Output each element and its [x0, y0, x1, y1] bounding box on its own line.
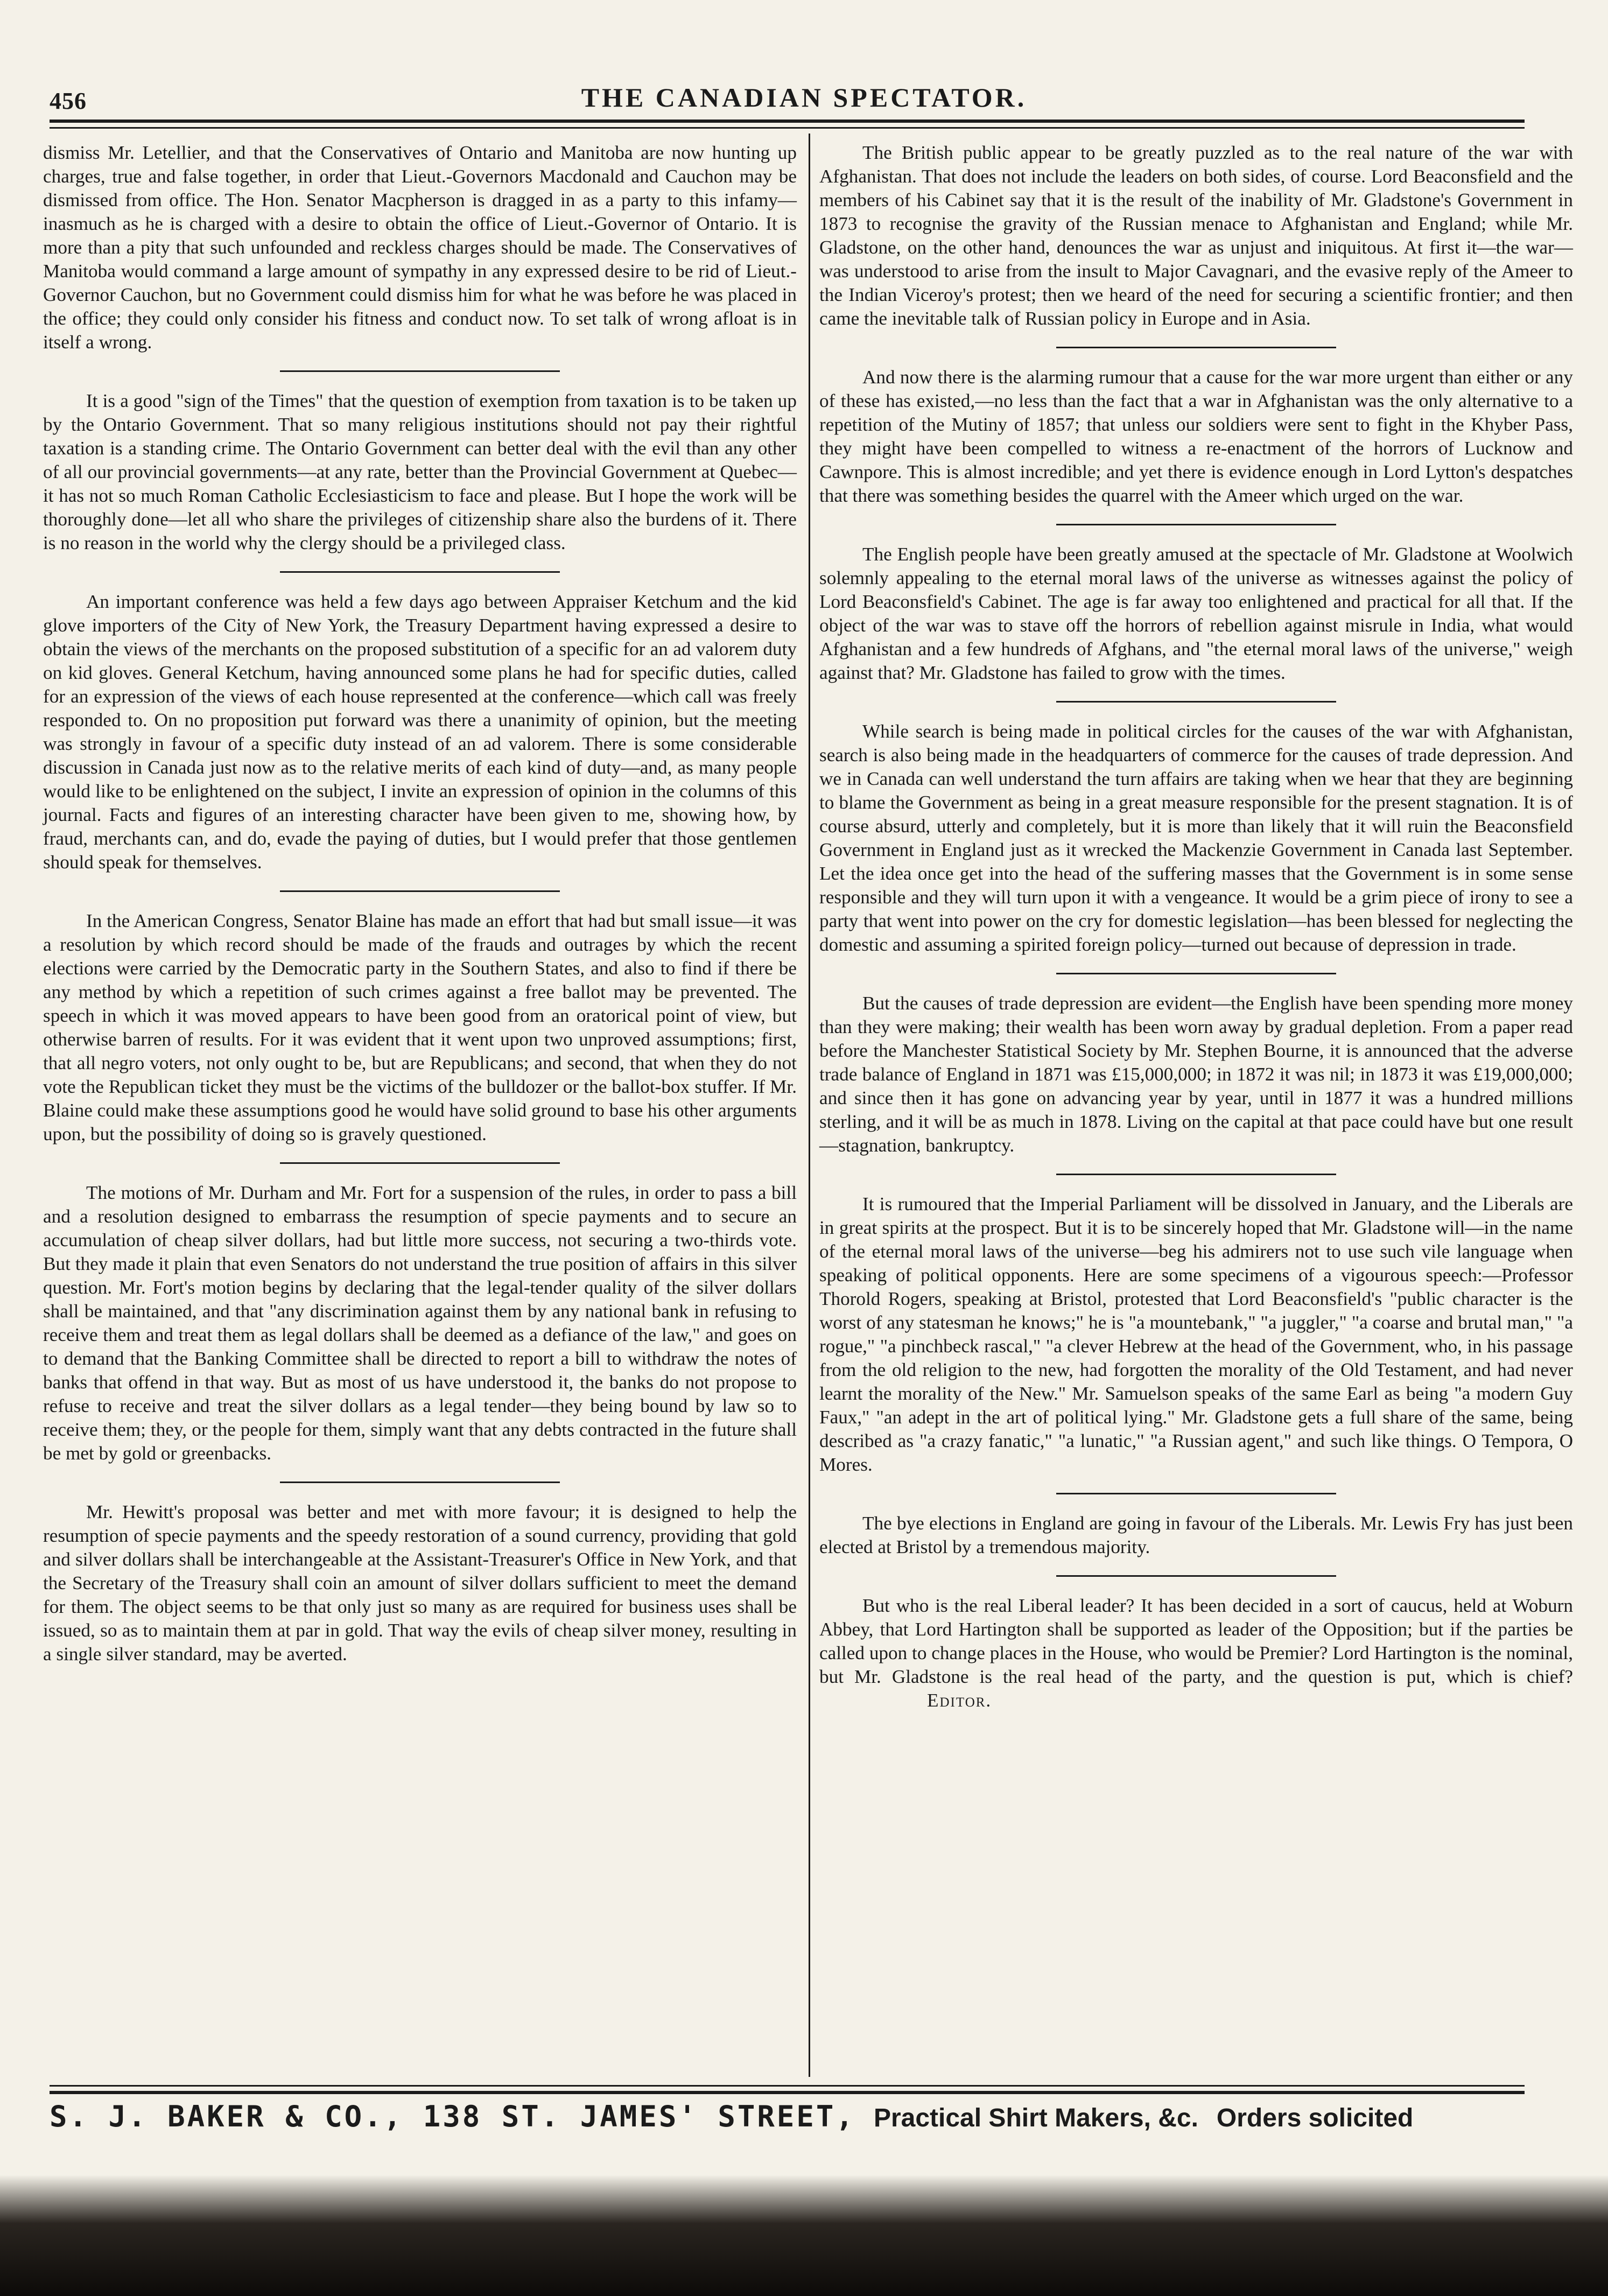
paragraph — [819, 1594, 1573, 1712]
paragraph: Mr. Hewitt's proposal was better and met with more favour; it is designed to help the resumption of specie payments and the speedy restoration of a sound currency, providing that gold and silver dollars shall be interchangeable at the Assistant-Treasurer's Office in New York, and that the Secretary of the Treasury shall coin an amount of silver dollars sufficient to meet the demand for them. The object seems to be that only just so many as are required for business uses shall be issued, so as to maintain them at par in gold. That way the evils of cheap silver money, resulting in a single silver standard, may be averted. — [43, 1501, 797, 1665]
right-column — [819, 141, 1573, 1712]
section-separator — [1056, 973, 1336, 974]
paragraph: While search is being made in political circles for the causes of the war with Afghanistan, search is also being made in the headquarters of commerce for the causes of trade depression. And we in Canada can well understand the turn affairs are taking when we hear that they are beginning to blame the Government as being in a great measure responsible for the present stagnation. It is of course absurd, utterly and completely, but it is more than likely that it will ruin the Beaconsfield Government in England just as it wrecked the Mackenzie Government in Canada last September. Let the idea once get into the head of the suffering masses that the Government is in some sense responsible and they will turn upon it with a vengeance. It would be a grim piece of irony to see a party that went into power on the cry for domestic legislation—has been blessed for neglecting the domestic and assuming a spirited foreign policy—turned out because of depression in trade. — [819, 721, 1573, 955]
column-divider — [809, 134, 810, 2077]
paragraph-text: But who is the real Liberal leader? It has been decided in a sort of caucus, held at Woburn Abbey, that Lord Hartington shall be supported as leader of the Opposition; but if the parties be called upon to change places in the House, who would be Premier? Lord Hartington is the nominal, but Mr. Gladstone is the real head of the party, and the question is put, which is chief? — [819, 1595, 1573, 1687]
section-separator — [1056, 1575, 1336, 1577]
paragraph: But the causes of trade depression are evident—the English have been spending more money than they were making; their wealth has been worn away by gradual depletion. From a paper read before the Manchester Statistical Society by Mr. Stephen Bourne, it is announced that the adverse trade balance of England in 1871 was £15,000,000; in 1872 it was nil; in 1873 it was £19,000,000; and since then it has gone on advancing year by year, until in 1877 it was a hundred millions sterling, and it will be as much in 1878. Living on the capital at that pace could have but one result—stagnation, bankruptcy. — [819, 993, 1573, 1156]
paragraph: An important conference was held a few days ago between Appraiser Ketchum and the kid glove importers of the City of New York, the Treasury Department having expressed a desire to obtain the views of the merchants on the proposed substitution of a specific for an ad valorem duty on kid gloves. General Ketchum, having announced some plans he had for specific duties, called for an expression of the views of each house represented at the conference—which call was freely responded to. On no proposition put forward was there a unanimity of opinion, but the meeting was strongly in favour of a specific duty instead of an ad valorem. There is some considerable discussion in Canada just now as to the relative merits of each kind of duty—and, as many people would like to be enlightened on the subject, I invite an expression of opinion in the columns of this journal. Facts and figures of an interesting character have been given to me, showing how, by fraud, merchants can, and do, evade the paying of duties, but I would prefer that those gentlemen should speak for themselves. — [43, 591, 797, 873]
section-separator — [1056, 701, 1336, 703]
section-separator — [1056, 1493, 1336, 1494]
footer-advertisement — [50, 2100, 1525, 2133]
section-separator — [280, 890, 560, 892]
section-separator — [280, 1481, 560, 1483]
masthead-title: THE CANADIAN SPECTATOR. — [581, 82, 1027, 113]
paragraph: It is rumoured that the Imperial Parliament will be dissolved in January, and the Liberals are in great spirits at the prospect. But it is to be sincerely hoped that Mr. Gladstone will—in the name of the eternal moral laws of the universe—beg his admirers not to use such vile language when speaking of political opponents. Here are some specimens of a vigourous speech:—Professor Thorold Rogers, speaking at Bristol, protested that Lord Beaconsfield's "public character is the worst of any statesman he knows;" he is "a mountebank," "a juggler," "a coarse and brutal man," "a rogue," "a pinchbeck rascal," "a clever Hebrew at the head of the Government, who, in his passage from the old religion to the new, had forgotten the morality of the Old Testament, and had never learnt the morality of the New." Mr. Samuelson speaks of the same Earl as being "a modern Guy Faux," "an adept in the art of political lying." Mr. Gladstone gets a full share of the same, being described as "a crazy fanatic," "a lunatic," "a Russian agent," and such like things. O Tempora, O Mores. — [819, 1193, 1573, 1475]
advertiser-name: S. J. BAKER & CO., 138 ST. JAMES' STREET, — [50, 2100, 855, 2133]
section-separator — [280, 1162, 560, 1164]
paragraph: The English people have been greatly amused at the spectacle of Mr. Gladstone at Woolwich solemnly appealing to the eternal moral laws of the universe as witnesses against the policy of Lord Beaconsfield's Cabinet. The age is far away too enlightened and practical for all that. If the object of the war was to stave off the horrors of rebellion against misrule in India, what would Afghanistan and a few hundreds of Afghans, and "the eternal moral laws of the universe," weigh against that? Mr. Gladstone has failed to grow with the times. — [819, 544, 1573, 683]
advertiser-tagline: Practical Shirt Makers, &c. — [873, 2104, 1198, 2132]
page-edge-shadow — [0, 2175, 1608, 2296]
advertiser-note: Orders solicited — [1216, 2104, 1414, 2132]
section-separator — [280, 370, 560, 372]
paragraph: The motions of Mr. Durham and Mr. Fort for a suspension of the rules, in order to pass a bill and a resolution designed to embarrass the resumption of specie payments and to secure an accumulation of cheap silver dollars, had but little more success, not securing a two-thirds vote. But they made it plain that even Senators do not understand the true position of affairs in this silver question. Mr. Fort's motion begins by declaring that the legal-tender quality of the silver dollars shall be maintained, and that "any discrimination against them by any national bank in refusing to receive them and treat them as legal dollars shall be deemed as a defiance of the law," and goes on to demand that the Banking Committee shall be directed to report a bill to withdraw the notes of banks that offend in that way. But as most of us have understood it, the banks do not propose to refuse to receive and treat the silver dollars as a legal tender—they being bound by law so to receive them; they, or the people for them, simply want that any debts contracted in the future shall be met by gold or greenbacks. — [43, 1182, 797, 1464]
paragraph: And now there is the alarming rumour that a cause for the war more urgent than either or any of these has existed,—no less than the fact that a war in Afghanistan was the only alternative to a repetition of the Mutiny of 1857; that unless our soldiers were sent to fight in the Khyber Pass, they might have been compelled to witness a re-enactment of the horrors of Lucknow and Cawnpore. This is almost incredible; and yet there is evidence enough in Lord Lytton's despatches that there was something besides the quarrel with the Ameer which urged on the war. — [819, 367, 1573, 506]
paragraph: The bye elections in England are going in favour of the Liberals. Mr. Lewis Fry has just been elected at Bristol by a tremendous majority. — [819, 1513, 1573, 1557]
section-separator — [280, 571, 560, 573]
editor-signoff: Editor. — [927, 1690, 992, 1711]
section-separator — [1056, 347, 1336, 348]
masthead-rule — [50, 120, 1525, 123]
page-number: 456 — [50, 88, 87, 114]
paragraph: It is a good "sign of the Times" that the question of exemption from taxation is to be taken up by the Ontario Government. That so many religious institutions should not pay their rightful taxation is a standing crime. The Ontario Government can better deal with the evil than any other of all our provincial governments—at any rate, better than the Provincial Government at Quebec—it has not so much Roman Catholic Ecclesiasticism to face and please. But I hope the work will be thoroughly done—let all who share the privileges of citizenship share also the burdens of it. There is no reason in the world why the clergy should be a privileged class. — [43, 390, 797, 553]
section-separator — [1056, 1174, 1336, 1175]
left-column — [43, 141, 797, 1666]
paragraph: The British public appear to be greatly puzzled as to the real nature of the war with Afghanistan. That does not include the leaders on both sides, of course. Lord Beaconsfield and the members of his Cabinet say that it is the result of the inability of Mr. Gladstone's Government in 1873 to recognise the gravity of the Russian menace to Afghanistan and England; while Mr. Gladstone, on the other hand, denounces the war as unjust and iniquitous. At first it—the war—was understood to arise from the insult to Major Cavagnari, and the evasive reply of the Ameer to the Indian Viceroy's protest; then we heard of the need for securing a scientific frontier; and then came the inevitable talk of Russian policy in Europe and in Asia. — [819, 142, 1573, 329]
section-separator — [1056, 524, 1336, 525]
masthead-rule-thin — [50, 127, 1525, 129]
footer-rule-thin — [50, 2085, 1525, 2087]
paragraph: dismiss Mr. Letellier, and that the Conservatives of Ontario and Manitoba are now hunting up charges, true and false together, in order that Lieut.-Governors Macdonald and Cauchon may be dismissed from office. The Hon. Senator Macpherson is dragged in as a party to this infamy—inasmuch as he is charged with a desire to obtain the office of Lieut.-Governor of Ontario. It is more than a pity that such unfounded and reckless charges should be made. The Conservatives of Manitoba would command a large amount of sympathy in any expressed desire to be rid of Lieut.-Governor Cauchon, but no Government could dismiss him for what he was before he was placed in the office; they could only consider his fitness and conduct now. To set talk of wrong afloat is in itself a wrong. — [43, 142, 797, 353]
footer-rule — [50, 2091, 1525, 2094]
paragraph: In the American Congress, Senator Blaine has made an effort that had but small issue—it was a resolution by which record should be made of the frauds and outrages by which the recent elections were carried by the Democratic party in the Southern States, and also to find if there be any method by which a repetition of such crimes against a free ballot may be prevented. The speech in which it was moved appears to have been good from an oratorical point of view, but otherwise barren of results. For it was evident that it went upon two unproved assumptions; first, that all negro voters, not only ought to be, but are Republicans; and second, that when they do not vote the Republican ticket they must be the victims of the bulldozer or the ballot-box stuffer. If Mr. Blaine could make these assumptions good he would have solid ground to base his other arguments upon, but the possibility of doing so is gravely questioned. — [43, 910, 797, 1145]
